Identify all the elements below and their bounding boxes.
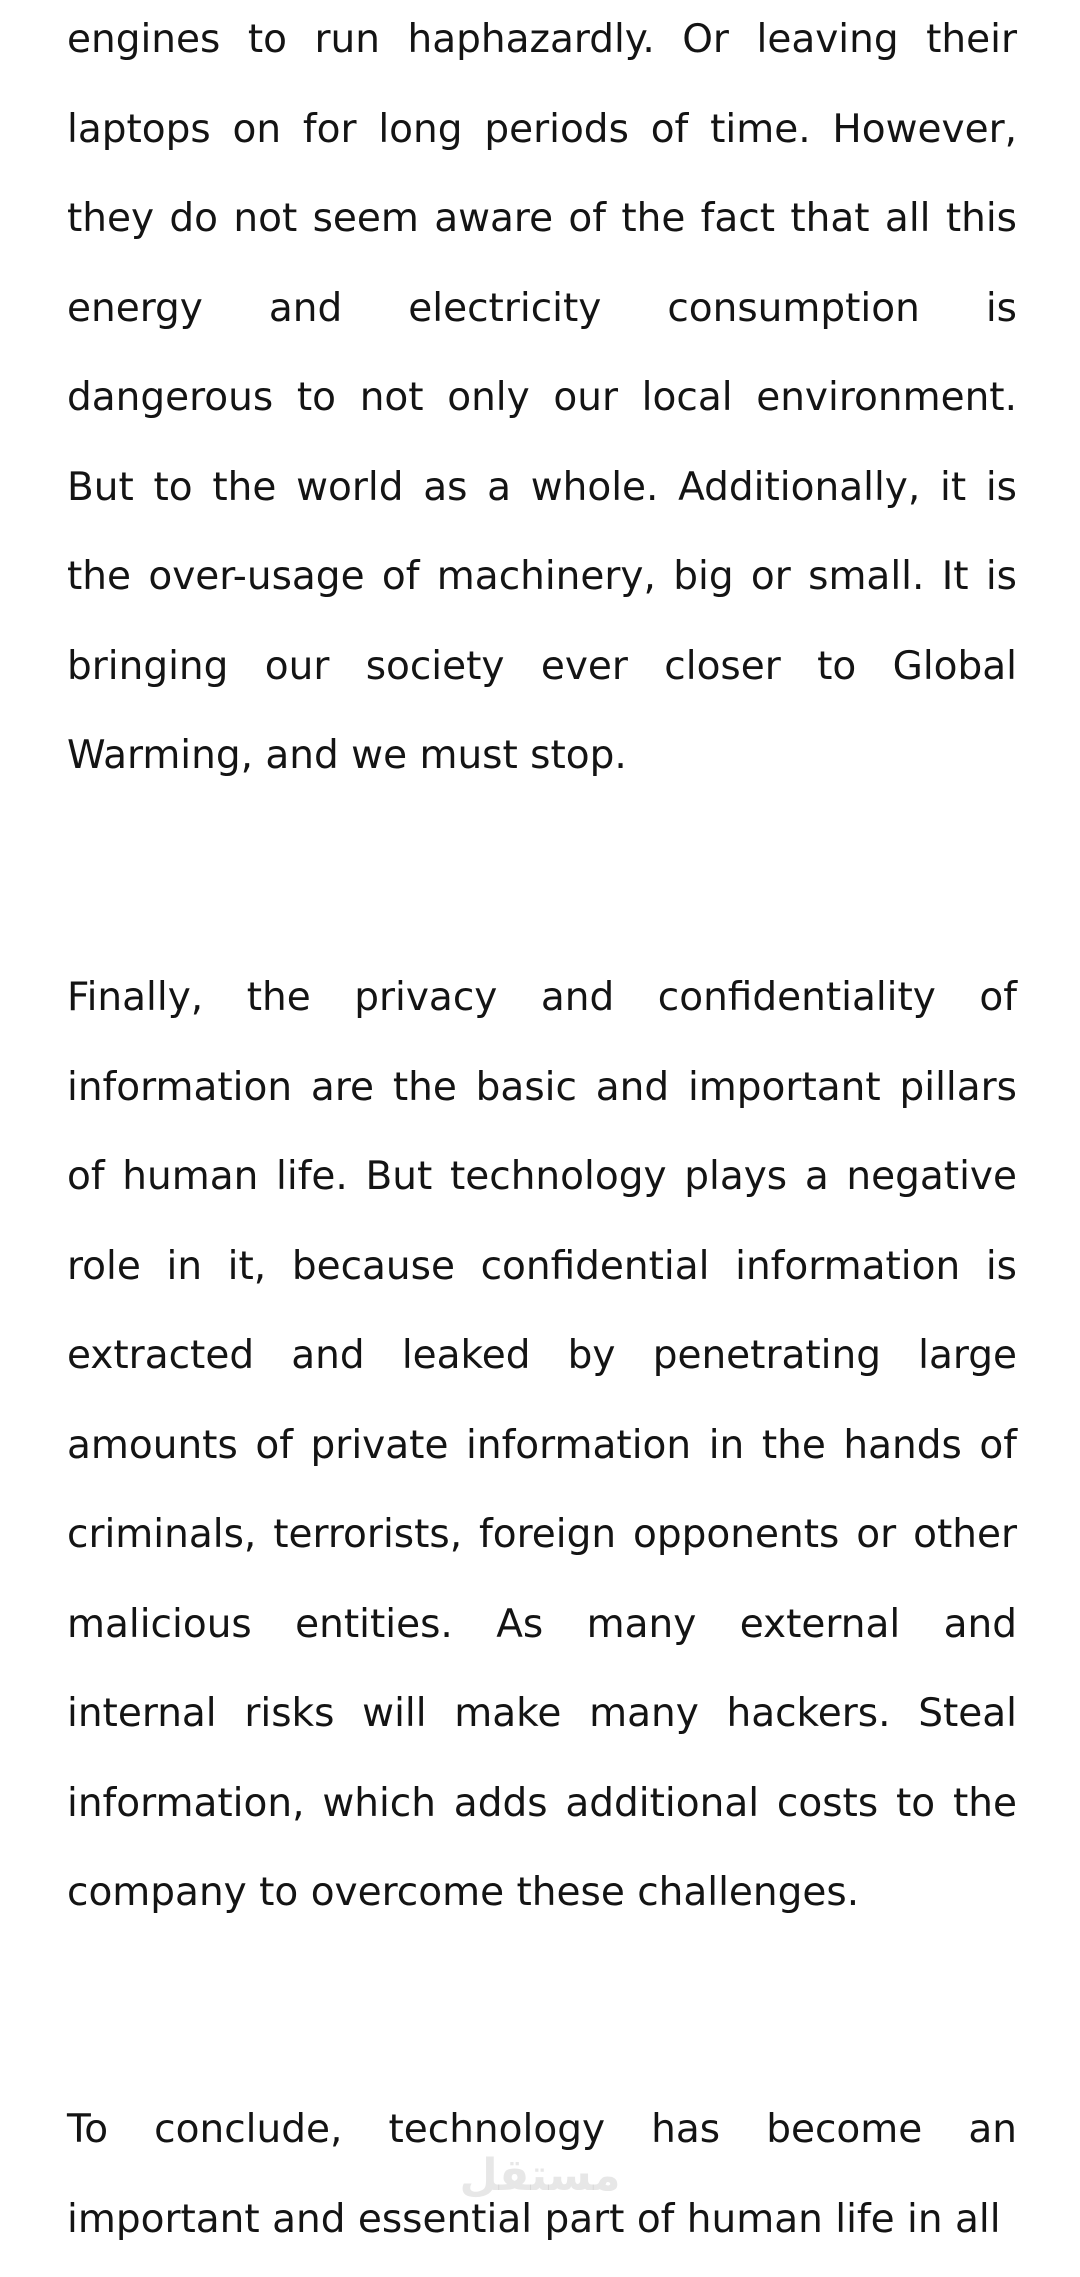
paragraph-energy-consumption: engines to run haphazardly. Or leaving their laptops on for long periods of time. However, they do not seem aware of the fact that all this energy and electricity consumption is dangerous to not only our local environment. But to the world as a whole. Additionally, it is the over-usage of machinery, big or small. It is bringing our society ever closer to Global Warming, and we must stop. bbox=[67, 17, 1017, 778]
watermark-logo: مستقل bbox=[459, 2150, 621, 2201]
paragraph-conclusion: To conclude, technology has become an important and essential part of human life in all bbox=[67, 2107, 1017, 2242]
paragraph-privacy: Finally, the privacy and confidentiality of information are the basic and important pillars of human life. But technology plays a negative role in it, because confidential information is extracted and leaked by penetrating large amounts of private information in the hands of criminals, terrorists, foreign opponents or other malicious entities. As many external and internal risks will make many hackers. Steal information, which adds additional costs to the company to overcome these challenges. bbox=[67, 975, 1017, 1915]
